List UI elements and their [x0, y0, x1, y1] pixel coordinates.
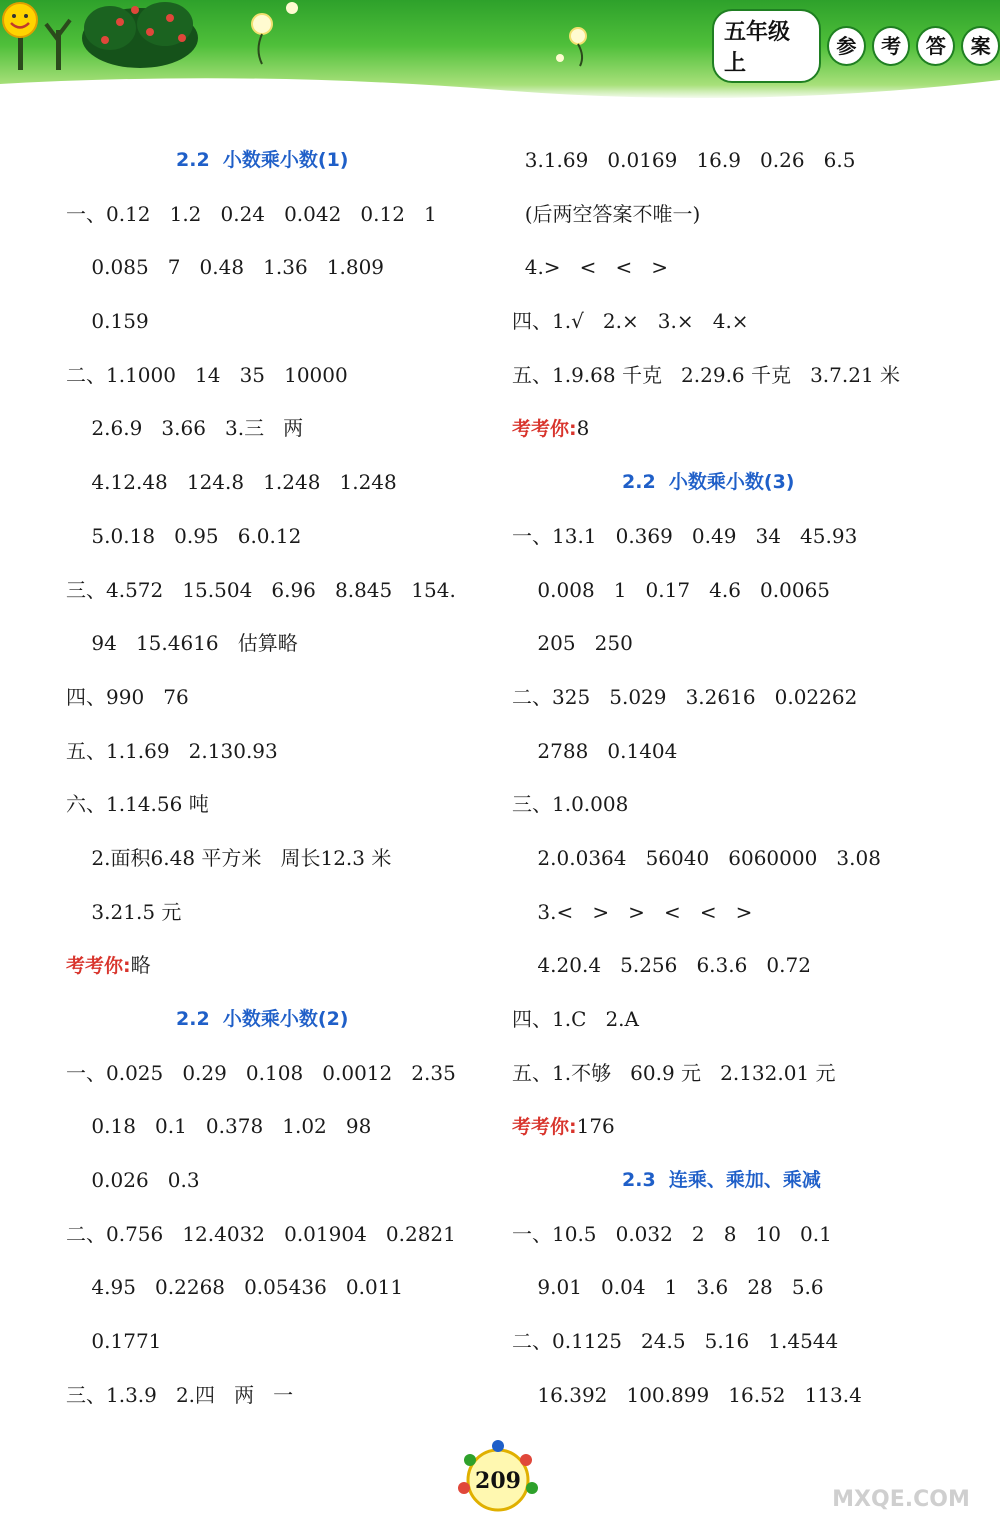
section-heading: 2.3 连乘、乘加、乘减	[622, 1169, 821, 1192]
answer-line: 16.392 100.899 16.52 113.4	[512, 1382, 862, 1407]
challenge-answer	[512, 1100, 952, 1154]
answer-line: 五、1.9.68 千克 2.29.6 千克 3.7.21 米	[512, 362, 901, 387]
watermark	[802, 1424, 1000, 1516]
answer-line: 94 15.4616 估算略	[66, 631, 298, 656]
answer-line: 9.01 0.04 1 3.6 28 5.6	[512, 1275, 824, 1300]
answer-line: 0.085 7 0.48 1.36 1.809	[66, 255, 385, 280]
challenge-label: 考考你:	[66, 955, 131, 978]
answer-line: 一、0.025 0.29 0.108 0.0012 2.35	[66, 1060, 456, 1085]
header-title	[712, 20, 1000, 76]
answer-line: 四、1.C 2.A	[512, 1007, 639, 1031]
answer-line: 一、10.5 0.032 2 8 10 0.1	[512, 1221, 832, 1246]
answer-line: 0.026 0.3	[66, 1168, 200, 1193]
answer-line: 205 250	[512, 631, 633, 656]
answer-line: 0.18 0.1 0.378 1.02 98	[66, 1114, 372, 1139]
answer-line: 3.< > > < < >	[512, 899, 753, 924]
answer-line: 0.008 1 0.17 4.6 0.0065	[512, 577, 831, 602]
section-heading: 2.2 小数乘小数(2)	[176, 1008, 349, 1030]
challenge-value: 8	[576, 416, 590, 441]
answer-line: 三、1.3.9 2.四 两 一	[66, 1382, 294, 1407]
answer-char: 参	[827, 26, 866, 66]
challenge-label: 考考你:	[512, 418, 577, 441]
answer-line: 四、990 76	[66, 684, 189, 709]
challenge-answer	[512, 402, 952, 456]
answer-line: 5.0.18 0.95 6.0.12	[66, 523, 302, 548]
bush-icon	[82, 2, 198, 68]
answer-line: 二、0.756 12.4032 0.01904 0.2821	[66, 1221, 456, 1246]
bulb-icon	[252, 2, 586, 66]
answer-line: 3.1.69 0.0169 16.9 0.26 6.5	[512, 148, 856, 172]
answer-line: 五、1.不够 60.9 元 2.132.01 元	[512, 1060, 836, 1085]
answer-line: 四、1.√ 2.× 3.× 4.×	[512, 309, 749, 334]
answer-line: 五、1.1.69 2.130.93	[66, 738, 278, 763]
answer-line: 3.21.5 元	[66, 899, 182, 924]
answer-char: 考	[872, 26, 911, 66]
answer-line: 4.12.48 124.8 1.248 1.248	[66, 470, 397, 495]
page-number-badge	[448, 1438, 558, 1516]
answer-line: 一、13.1 0.369 0.49 34 45.93	[512, 523, 858, 548]
challenge-answer	[66, 939, 496, 993]
challenge-label: 考考你:	[512, 1116, 577, 1139]
challenge-value: 176	[576, 1114, 615, 1139]
answer-line: 二、325 5.029 3.2616 0.02262	[512, 684, 858, 709]
answer-column-right	[512, 134, 952, 1423]
answer-column-left	[66, 134, 496, 1423]
smiley-icon	[0, 0, 40, 40]
answer-line: 三、4.572 15.504 6.96 8.845 154.	[66, 577, 456, 602]
answer-line: 4.> < < >	[512, 255, 669, 280]
header-banner	[0, 0, 1000, 100]
answer-char: 案	[961, 26, 1000, 66]
answer-char: 答	[916, 26, 955, 66]
answer-line: 二、1.1000 14 35 10000	[66, 362, 348, 387]
section-heading: 2.2 小数乘小数(3)	[622, 471, 795, 494]
challenge-value: 略	[130, 953, 151, 978]
answer-line: 2788 0.1404	[512, 738, 678, 763]
answer-line: 2.6.9 3.66 3.三 两	[66, 416, 304, 441]
answer-line: 三、1.0.008	[512, 792, 629, 817]
answer-line: 4.95 0.2268 0.05436 0.011	[66, 1275, 404, 1300]
answer-line: 0.159	[66, 309, 149, 334]
answer-line: (后两空答案不唯一)	[512, 201, 701, 226]
grade-label: 五年级上	[712, 9, 821, 83]
watermark-text: MXQE.COM	[832, 1487, 970, 1512]
answer-line: 4.20.4 5.256 6.3.6 0.72	[512, 953, 811, 978]
answer-line: 2.面积6.48 平方米 周长12.3 米	[66, 845, 392, 870]
section-heading: 2.2 小数乘小数(1)	[176, 149, 349, 171]
answer-line: 一、0.12 1.2 0.24 0.042 0.12 1	[66, 201, 437, 226]
answer-line: 二、0.1125 24.5 5.16 1.4544	[512, 1329, 839, 1354]
answer-line: 2.0.0364 56040 6060000 3.08	[512, 845, 881, 870]
answer-line: 0.1771	[66, 1329, 162, 1354]
answer-line: 六、1.14.56 吨	[66, 792, 209, 817]
page-number: 209	[475, 1468, 521, 1494]
